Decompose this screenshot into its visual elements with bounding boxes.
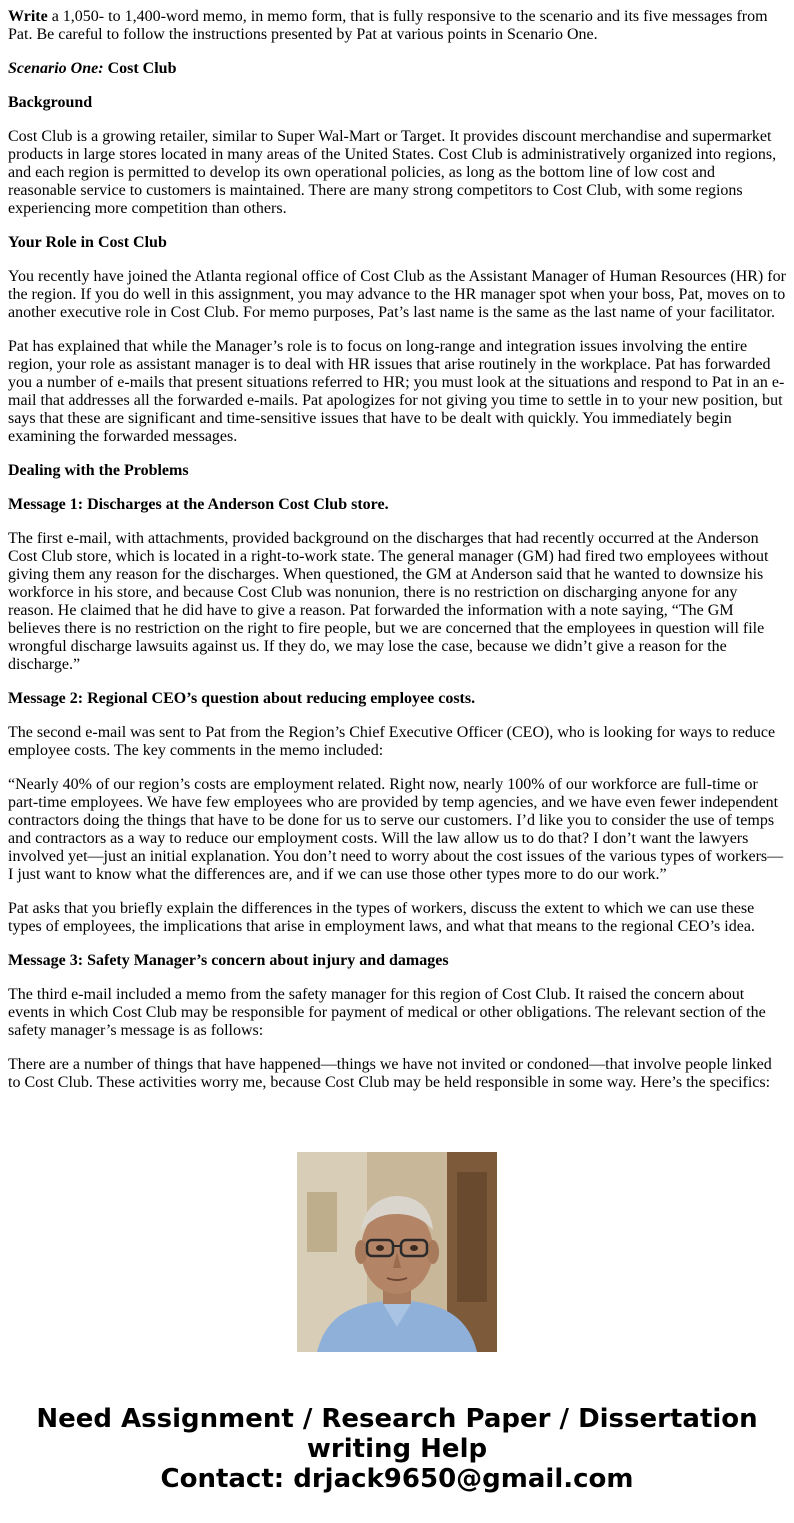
message-1-paragraph: The first e-mail, with attachments, provided background on the discharges that had recently occurred at the Anderson Cost Club store, which is located in a right-to-work state. The general manager (GM) had fired two employees without giving them any reason for the discharges. When questioned, the GM at Anderson said that he wanted to downsize his workforce in his store, and because Cost Club was nonunion, there is no restriction on discharging anyone for any reason. He claimed that he did have to give a reason. Pat forwarded the information with a note saying, “The GM believes there is no restriction on the right to fire people, but we are concerned that the employees in question will file wrongful discharge lawsuits against us. If they do, we may lose the case, because we didn’t give a reason for the discharge.” — [8, 530, 769, 673]
message-1-heading: Message 1: Discharges at the Anderson Cost Club store. — [8, 496, 389, 513]
intro-paragraph — [8, 8, 786, 44]
message-3-paragraph-1: The third e-mail included a memo from the safety manager for this region of Cost Club. It raised the concern about events in which Cost Club may be responsible for payment of medical or other obligations. The relevant section of the safety manager’s message is as follows: — [8, 986, 766, 1039]
problems-heading: Dealing with the Problems — [8, 462, 189, 479]
role-heading: Your Role in Cost Club — [8, 234, 167, 251]
message-2-quote: “Nearly 40% of our region’s costs are employment related. Right now, nearly 100% of our workforce are full-time or part-time employees. We have few employees who are provided by temp agencies, and we have even fewer independent contractors doing the things that have to be done for us to serve our customers. I’d like you to consider the use of temps and contractors as a way to reduce our employment costs. Will the law allow us to do that? I don’t want the lawyers involved yet—just an initial explanation. You don’t need to worry about the cost issues of the various types of workers—I just want to know what the differences are, and if we can use those other types more to do our work.” — [8, 776, 784, 883]
background-paragraph: Cost Club is a growing retailer, similar to Super Wal-Mart or Target. It provides discount merchandise and supermarket products in large stores located in many areas of the United States. Cost Club is administratively organized into regions, and each region is permitted to develop its own operational policies, as long as the bottom line of low cost and reasonable service to customers is maintained. There are many strong competitors to Cost Club, with some regions experiencing more competition than others. — [8, 128, 777, 217]
avatar — [297, 1152, 497, 1352]
background-heading: Background — [8, 94, 93, 111]
contact-call-to-action — [0, 1404, 794, 1494]
intro-lead: Write — [8, 8, 48, 25]
role-paragraph-2: Pat has explained that while the Manager’s role is to focus on long-range and integration issues involving the entire region, your role as assistant manager is to deal with HR issues that arise routinely in the workplace. Pat has forwarded you a number of e-mails that present situations referred to HR; you must look at the situations and respond to Pat in an e-mail that addresses all the forwarded e-mails. Pat apologizes for not giving you time to settle in to your new position, but says that these are significant and time-sensitive issues that have to be dealt with quickly. You immediately begin examining the forwarded messages. — [8, 338, 785, 445]
assignment-document — [8, 8, 786, 1094]
promo-banner — [0, 1094, 794, 1523]
message-2-heading: Message 2: Regional CEO’s question about reducing employee costs. — [8, 690, 476, 707]
intro-text: a 1,050- to 1,400-word memo, in memo form, that is fully responsive to the scenario and its five messages from Pat. Be careful to follow the instructions presented by Pat at various points in Scenario One. — [8, 8, 768, 43]
message-3-paragraph-2: There are a number of things that have happened—things we have not invited or condoned—that involve people linked to Cost Club. These activities worry me, because Cost Club may be held responsible in some way. Here’s the specifics: — [8, 1056, 772, 1091]
cta-line-2: writing Help — [306, 1434, 488, 1464]
portrait-photo — [297, 1152, 497, 1352]
message-2-paragraph-1: The second e-mail was sent to Pat from the Region’s Chief Executive Officer (CEO), who is looking for ways to reduce employee costs. The key comments in the memo included: — [8, 724, 776, 759]
scenario-name: Cost Club — [103, 60, 177, 77]
message-2-paragraph-3: Pat asks that you briefly explain the differences in the types of workers, discuss the extent to which we can use these types of employees, the implications that arise in employment laws, and what that means to the regional CEO’s idea. — [8, 900, 755, 935]
cta-contact-line: Contact: drjack9650@gmail.com — [160, 1464, 634, 1494]
cta-line-1: Need Assignment / Research Paper / Dissertation — [36, 1404, 758, 1434]
role-paragraph-1: You recently have joined the Atlanta regional office of Cost Club as the Assistant Manager of Human Resources (HR) for the region. If you do well in this assignment, you may advance to the HR manager spot when your boss, Pat, moves on to another executive role in Cost Club. For memo purposes, Pat’s last name is the same as the last name of your facilitator. — [8, 268, 786, 321]
scenario-label: Scenario One: — [8, 60, 104, 77]
scenario-title — [8, 60, 786, 78]
message-3-heading: Message 3: Safety Manager’s concern about injury and damages — [8, 952, 449, 969]
